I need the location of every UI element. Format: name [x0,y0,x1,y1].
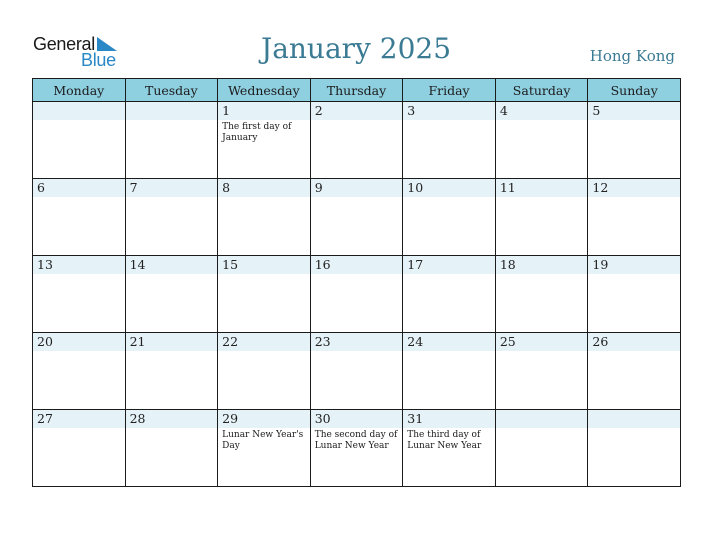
weekday-header-friday: Friday [403,79,496,102]
day-cell[interactable] [218,179,311,256]
day-cell[interactable] [310,102,403,179]
day-number: 31 [403,410,495,428]
day-cell[interactable] [588,333,681,410]
weekday-header-row [33,79,681,102]
day-number: 12 [588,179,680,197]
weekday-header-thursday: Thursday [310,79,403,102]
week-row [33,410,681,487]
day-cell[interactable] [403,410,496,487]
day-number: 28 [126,410,218,428]
day-cell[interactable] [125,102,218,179]
day-cell[interactable] [403,256,496,333]
day-cell[interactable] [33,256,126,333]
day-number: 25 [496,333,588,351]
day-number: 29 [218,410,310,428]
weekday-header-tuesday: Tuesday [125,79,218,102]
day-cell[interactable] [588,102,681,179]
day-cell[interactable] [310,410,403,487]
day-number [588,410,680,428]
day-cell[interactable] [125,333,218,410]
day-number: 18 [496,256,588,274]
day-cell[interactable] [588,256,681,333]
logo-blue-text: Blue [81,50,116,70]
day-cell[interactable] [125,410,218,487]
day-number: 23 [311,333,403,351]
day-cell[interactable] [125,256,218,333]
day-cell[interactable] [310,256,403,333]
day-number: 9 [311,179,403,197]
day-number [126,102,218,120]
day-cell[interactable] [33,179,126,256]
week-row [33,102,681,179]
day-cell[interactable] [495,179,588,256]
day-cell[interactable] [218,256,311,333]
holiday-label: The third day of Lunar New Year [407,430,482,451]
day-number: 30 [311,410,403,428]
weekday-header-saturday: Saturday [495,79,588,102]
day-number: 19 [588,256,680,274]
day-number: 22 [218,333,310,351]
day-cell[interactable] [495,410,588,487]
day-cell[interactable] [403,179,496,256]
day-number: 21 [126,333,218,351]
calendar-title: January 2025 [260,32,452,65]
logo-general-text: General [33,34,95,54]
day-cell[interactable] [33,102,126,179]
day-number [496,410,588,428]
day-number: 8 [218,179,310,197]
day-cell[interactable] [33,410,126,487]
day-number: 13 [33,256,125,274]
day-cell[interactable] [33,333,126,410]
calendar-grid [32,78,681,487]
weekday-header-sunday: Sunday [588,79,681,102]
day-number: 6 [33,179,125,197]
day-number: 4 [496,102,588,120]
day-cell[interactable] [495,102,588,179]
day-number: 10 [403,179,495,197]
calendar-body [33,102,681,487]
day-cell[interactable] [218,410,311,487]
weekday-header-wednesday: Wednesday [218,79,311,102]
day-cell[interactable] [218,102,311,179]
day-cell[interactable] [588,179,681,256]
day-number: 7 [126,179,218,197]
day-number: 11 [496,179,588,197]
day-number: 15 [218,256,310,274]
day-cell[interactable] [218,333,311,410]
day-number: 14 [126,256,218,274]
day-number: 2 [311,102,403,120]
day-cell[interactable] [310,333,403,410]
holiday-label: The first day of January [222,122,292,143]
day-cell[interactable] [403,102,496,179]
day-number: 1 [218,102,310,120]
day-cell[interactable] [125,179,218,256]
day-number: 16 [311,256,403,274]
day-number: 27 [33,410,125,428]
day-cell[interactable] [495,333,588,410]
region-label: Hong Kong [589,47,675,65]
day-cell[interactable] [495,256,588,333]
weekday-header-monday: Monday [33,79,126,102]
holiday-label: Lunar New Year's Day [222,430,304,451]
day-number: 17 [403,256,495,274]
day-number: 5 [588,102,680,120]
day-number: 24 [403,333,495,351]
day-number [33,102,125,120]
day-cell[interactable] [588,410,681,487]
day-number: 26 [588,333,680,351]
day-cell[interactable] [310,179,403,256]
holiday-label: The second day of Lunar New Year [314,430,398,451]
day-cell[interactable] [403,333,496,410]
day-number: 3 [403,102,495,120]
week-row [33,333,681,410]
day-number: 20 [33,333,125,351]
week-row [33,179,681,256]
week-row [33,256,681,333]
